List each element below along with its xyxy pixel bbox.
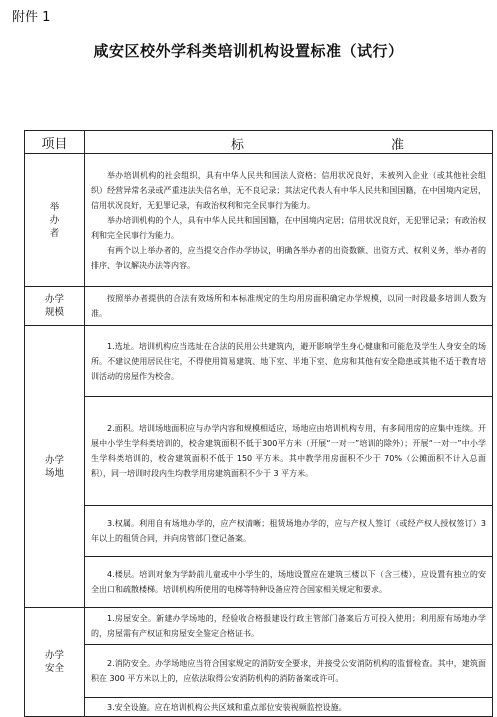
category-line: 规模 — [44, 307, 64, 318]
paragraph: 2.面积。培训场地面积应与办学内容和规模相适应，场地应由培训机构专用，有多间用房的应集中连续。开展中小学生学科类培训的，校舍建筑面积不低于300平方米（开展“一对一”培训的除外）；开展“一对一”中小学生学科类培训的，校舍建筑面积不低于 150 平方米。其中教学用房面积不少于 70%（公摊面积不计入总面积），同一培训时段内生均教学用房建筑面积不少于 3 平方米。 — [91, 424, 486, 478]
header-standard-left: 标 — [231, 138, 245, 153]
table-row — [25, 397, 493, 506]
header-standard-right: 准 — [391, 138, 405, 153]
category-safety — [25, 608, 85, 717]
standard-cell — [85, 397, 493, 506]
attachment-label: 附件 1 — [12, 10, 51, 25]
category-line: 场地 — [44, 467, 64, 479]
paragraph: 有两个以上举办者的，应当提交合作办学协议，明确各举办者的出资数额、出资方式、权利义务，举办者的排序、争议解决办法等内容。 — [91, 245, 486, 270]
category-char: 者 — [49, 227, 60, 239]
category-scale — [25, 287, 85, 326]
category-char: 办 — [49, 214, 60, 226]
table-row — [25, 154, 493, 287]
paragraph: 举办培训机构的个人，具有中华人民共和国国籍，在中国境内定居；信用状况良好，无犯罪记录；有政治权利和完全民事行为能力。 — [91, 215, 486, 240]
header-standard — [85, 131, 493, 154]
category-line: 安全 — [44, 663, 64, 674]
category-char: 举 — [49, 201, 60, 213]
standard-cell — [85, 326, 493, 397]
table-row — [25, 608, 493, 645]
paragraph: 2.消防安全。办学场地应当符合国家规定的消防安全要求，并接受公安消防机构的监督检查。其中，建筑面积在 300 平方米以上的，应依法取得公安消防机构的消防备案或许可。 — [91, 659, 486, 683]
paragraph: 4.楼层。培训对象为学龄前儿童或中小学生的，场地设置应在建筑三楼以下（含三楼），应设置有独立的安全出口和疏散楼梯。培训机构所使用的电梯等特种设备应符合国家相关规定和要求。 — [91, 570, 486, 594]
header-item: 项目 — [25, 131, 85, 154]
paragraph: 1.选址。培训机构应当选址在合法的民用公共建筑内，避开影响学生身心健康和可能危及学生人身安全的场所。不建议使用居民住宅，不得使用简易建筑、地下室、半地下室、危房和其他有安全隐患或其他不适于教育培训活动的房屋作为校舍。 — [91, 341, 486, 381]
table-row — [25, 287, 493, 326]
table-row — [25, 645, 493, 698]
standard-cell — [85, 698, 493, 717]
paragraph: 3.安全设施。应在培训机构公共区域和重点部位安装视频监控设施。 — [107, 702, 347, 712]
paragraph: 3.权属。利用自有场地办学的，应产权清晰；租赁场地办学的，应与产权人签订（或经产权人授权签订）3 年以上的租赁合同，并向房管部门登记备案。 — [91, 519, 486, 543]
standard-cell — [85, 287, 493, 326]
table-row — [25, 557, 493, 608]
category-line: 办学 — [44, 454, 64, 466]
paragraph: 1.房屋安全。新建办学场地的，经验收合格报建设行政主管部门备案后方可投入使用；利用原有场地办学的，房屋需有产权证和房屋安全鉴定合格证书。 — [91, 614, 486, 638]
table-row — [25, 326, 493, 397]
paragraph: 按照举办者提供的合法有效场所和本标准规定的生均用房面积确定办学规模，以同一时段最多培训人数为准。 — [91, 294, 486, 318]
category-organizer — [25, 154, 85, 287]
standard-cell — [85, 154, 493, 287]
category-line: 办学 — [44, 650, 64, 661]
standard-cell — [85, 645, 493, 698]
standard-cell — [85, 506, 493, 557]
table-header-row — [25, 131, 493, 154]
table-row — [25, 698, 493, 717]
document-title: 咸安区校外学科类培训机构设置标准（试行） — [93, 42, 404, 60]
paragraph: 举办培训机构的社会组织，具有中华人民共和国法人资格；信用状况良好，未被列入企业（或其他社会组织）经营异常名录或严重违法失信名单，无不良记录；其法定代表人有中华人民共和国国籍，在中国境内定居，信用状况良好，无犯罪记录，有政治权利和完全民事行为能力。 — [91, 170, 486, 210]
category-line: 办学 — [44, 294, 64, 305]
standard-cell — [85, 608, 493, 645]
standards-table — [24, 130, 493, 717]
table-row — [25, 506, 493, 557]
category-venue — [25, 326, 85, 608]
standard-cell — [85, 557, 493, 608]
